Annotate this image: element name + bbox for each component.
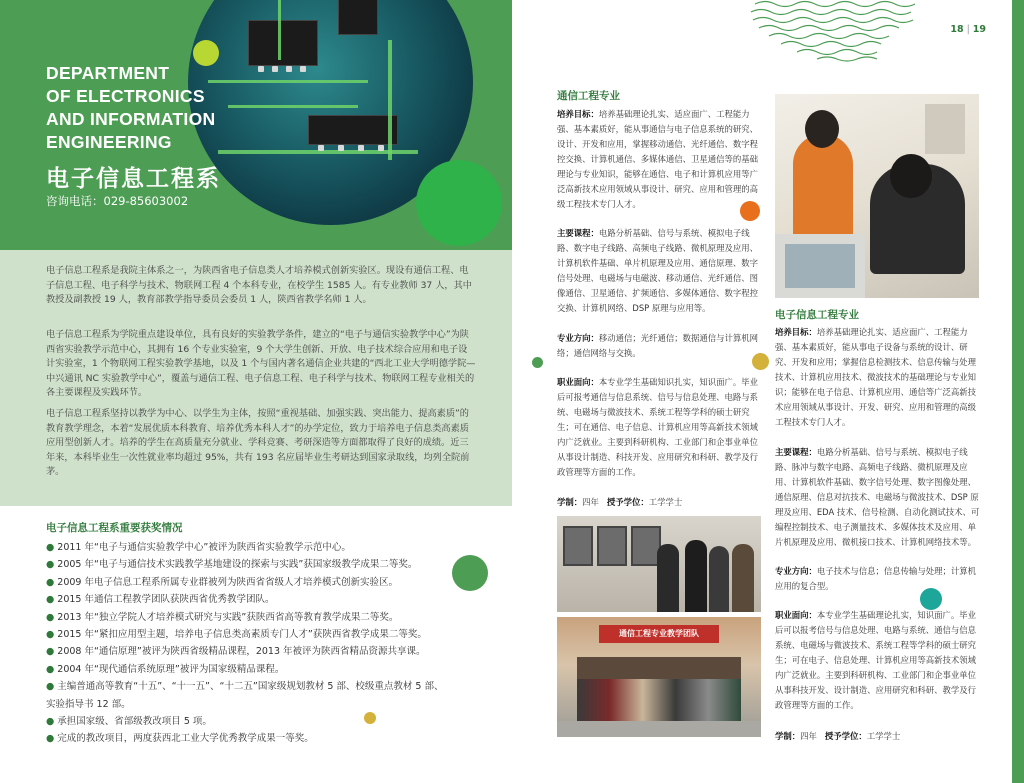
list-item: ● 2005 年“电子与通信技术实践教学基地建设的探索与实践”获国家级教学成果二等奖。 [46,559,418,571]
list-item: ● 2011 年“电子与通信实验教学中心”被评为陕西省实验教学示范中心。 [46,542,351,553]
comm-degree: 学制：四年 授予学位：工学学士 [557,497,683,507]
hero-banner [0,0,512,250]
edge-stripe [1012,0,1024,783]
list-item: ● 主编普通高等教育“十五”、“十一五”、“十二五”国家级规划教材 5 部、校级重点教材 5 部、 [46,681,444,693]
comm-courses: 主要课程：电路分析基础、信号与系统、模拟电子线路、数字电子线路、高频电子线路、微机原理及应用、计算机软件基础、单片机原理及应用、通信原理、数字信号处理、电磁场与电磁波、移动通信、光纤通信、图像通信、卫星通信、扩频通信、多媒体通信、数字程控交换、计算机网络、DSP 原理与应用等。 [557,228,758,313]
decor-circle-yellow [364,712,376,724]
bullet-icon: ● [46,663,55,675]
decor-circle-green [532,357,543,368]
list-item: ● 2015 年通信工程教学团队获陕西省优秀教学团队。 [46,594,275,606]
list-item: ● 2009 年电子信息工程系所属专业群被列为陕西省省级人才培养模式创新实验区。 [46,576,398,588]
decor-circle-green [452,555,488,591]
bullet-icon: ● [46,646,55,658]
teaching-team-photo [557,617,761,737]
elec-career: 职业面向：本专业学生基础理论扎实，知识面广。毕业后可以报考信号与信息处理、电路与系统、通信与信息系统、电磁场与微波技术、系统工程等学科的硕士研究生；可在电子、信息处理、计算机应用等高新技术领域内广泛就业。主要到科研机构、工业部门和企事业单位从事科技开发、设计制造、应用研究和科研、教学及行政管理等方面的工作。 [775,610,976,710]
chip-graphic [248,20,318,66]
comm-direction: 专业方向：移动通信；光纤通信；数据通信与计算机网络；通信网络与交换。 [557,333,758,358]
intro-paragraph: 电子信息工程系坚持以教学为中心、以学生为主体，按照“重视基础、加强实践、突出能力、提高素质”的教育教学理念，本着“发展优质本科教育、培养优秀本科人才”的办学定位，致力于培养电子信息类高素质应用型创新人才。培养的学生在高质量充分就业、学科竞赛、考研深造等方面都取得了良好的成绩。近三年来，本科毕业生一次性就业率均超过 95%，共有 193 名应届毕业生考研达到国家录取线，均列全院前茅。 [46,408,470,477]
bullet-icon: ● [46,733,55,745]
department-title-en: DEPARTMENT OF ELECTRONICS AND INFORMATION ENGINEERING [46,63,216,152]
elec-courses: 主要课程：电路分析基础、信号与系统、模拟电子线路、脉冲与数字电路、高频电子线路、微机原理及应用、计算机软件基础、数字信号处理、数字图像处理、通信原理、信息对抗技术、电磁场与微波技术、DSP 原理及应用、EDA 技术、信号检测、自动化测试技术、可编程控制技术、电子测量技术、多媒体技术及应用、单片机原理及应用、微机接口技术、计算机网络技术等。 [775,447,980,547]
comm-career: 职业面向：本专业学生基础知识扎实，知识面广。毕业后可报考通信与信息系统、信号与信息处理、电路与系统、电磁场与微波技术、系统工程等学科的硕士研究生；可在通信、电子信息、计算机应用等高新技术领域内广泛就业。主要到科研机构、工业部门和企事业单位从事设计制造、科技开发、应用研究和科研、教学及行政管理等方面的工作。 [557,377,758,477]
elec-major-title: 电子信息工程专业 [775,309,859,321]
list-item: ● 2008 年“通信原理”被评为陕西省级精品课程，2013 年被评为陕西省精品资源共享课。 [46,646,426,658]
elec-goal: 培养目标：培养基础理论扎实、适应面广、工程能力强、基本素质好，能从事电子设备与系统的设计、研究、开发和应用；掌握信息检测技术、信息传输与处理技术、计算机应用技术、微波技术的基础理论与专业知识；能够在电子信息、计算机应用、通信等广泛高新技术应用领域从事设计、开发、研究、应用和管理的高级工程技术专门人才。 [775,327,976,427]
consultation-phone: 咨询电话：029-85603002 [46,194,189,208]
list-item: ● 完成的教改项目，两度获西北工业大学优秀教学成果一等奖。 [46,733,314,745]
list-item: ● 2004 年“现代通信系统原理”被评为国家级精品课程。 [46,663,285,675]
list-item: ● 2015 年“紧扣应用型主题，培养电子信息类高素质专门人才”获陕西省教学成果二等奖。 [46,629,427,641]
bullet-icon: ● [46,559,55,571]
bullet-icon: ● [46,542,55,553]
intro-paragraph: 电子信息工程系为学院重点建设单位，具有良好的实验教学条件，建立的“电子与通信实验教学中心”为陕西省实验教学示范中心，其拥有 16 个专业实验室，9 个大学生创新、开放、电子技术综合应用和电子设计实验室，1 个物联网工程实验教学基地，以及 1 个与国内著名通信企业共建的“西北工业大学明德学院—中兴通讯 NC 实验教学中心”，覆盖与通信工程、电子信息工程、电子科学与技术、物联网工程专业相关的各主要课程及实践环节。 [46,329,476,398]
faculty-group-photo [557,516,761,612]
intro-paragraph: 电子信息工程系是我院主体系之一，为陕西省电子信息类人才培养模式创新实验区。现设有通信工程、电子信息工程、电子科学与技术、物联网工程 4 个本科专业，在校学生 1585 人。有专业教师 37 人，其中教授及副教授 19 人，教育部教学指导委员会委员 1 人，陕西省教学名师 1 人。 [46,265,472,305]
comm-goal: 培养目标：培养基础理论扎实、适应面广、工程能力强、基本素质好，能从事通信与电子信息系统的研究、设计、开发和应用，掌握移动通信、光纤通信、数字程控交换、计算机通信、多媒体通信、卫星通信等的基础理论与专业知识，能够在通信、电子和计算机应用等广泛高新技术应用领域从事设计、研究、应用和管理的高级工程技术专门人才。 [557,109,758,209]
bullet-icon: ● [46,576,55,588]
awards-heading: 电子信息工程系重要获奖情况 [46,522,183,534]
team-banner: 通信工程专业教学团队 [599,625,719,643]
decor-circle-yellow [752,353,769,370]
chip-graphic [308,115,398,145]
elec-direction: 专业方向：电子技术与信息；信息传输与处理；计算机应用的复合型。 [775,566,976,591]
bullet-icon: ● [46,594,55,606]
right-page [512,0,1024,783]
department-title-cn: 电子信息工程系 [46,166,221,192]
decor-circle-teal [920,588,942,610]
bullet-icon: ● [46,716,55,728]
comm-major-title: 通信工程专业 [557,90,620,102]
lab-students-photo [775,94,979,298]
decor-circle-green [416,160,502,246]
list-item: 实验指导书 12 部。 [46,698,131,710]
awards-list [46,539,476,748]
elec-degree: 学制：四年 授予学位：工学学士 [775,731,901,741]
bullet-icon: ● [46,681,55,693]
chip-graphic [338,0,378,35]
list-item: ● 2013 年“独立学院人才培养模式研究与实践”获陕西省高等教育教学成果二等奖。 [46,611,399,623]
bullet-icon: ● [46,629,55,641]
list-item: ● 承担国家级、省部级教改项目 5 项。 [46,716,212,728]
bullet-icon: ● [46,611,55,623]
wave-pattern-icon [745,0,915,62]
decor-circle-orange [740,201,760,221]
page-number: 18 | 19 [950,24,986,35]
department-introduction [0,250,512,506]
